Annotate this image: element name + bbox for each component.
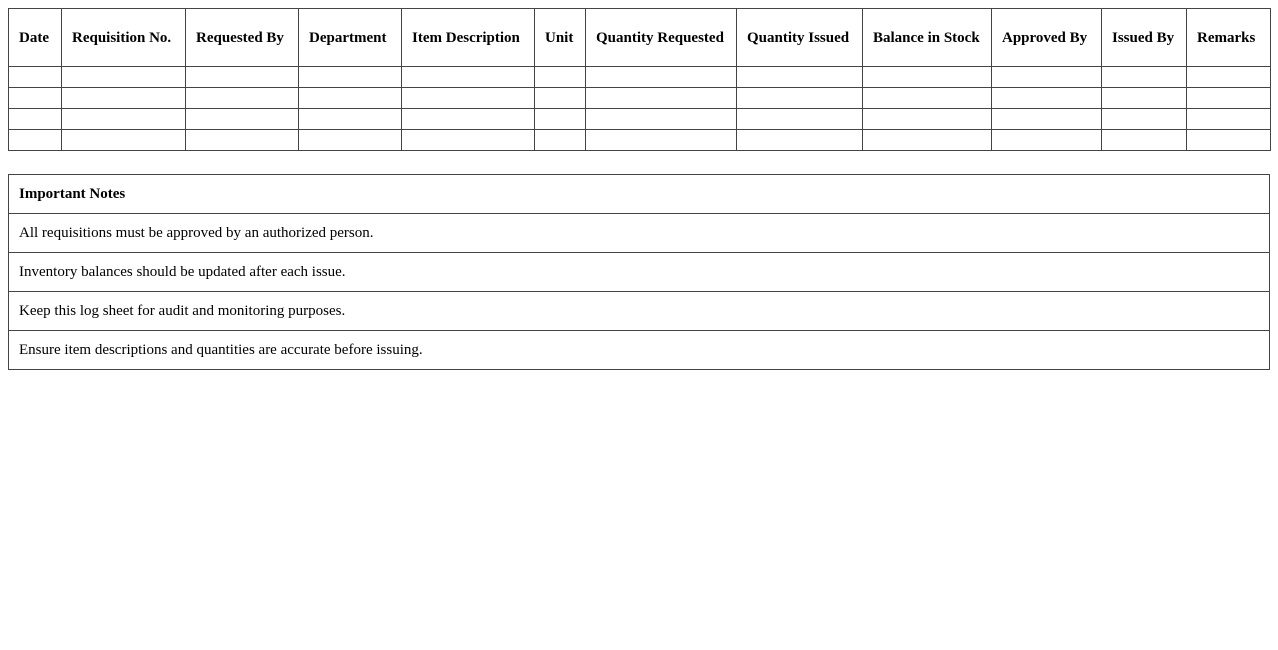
header-row: [9, 9, 1271, 67]
table-cell[interactable]: [402, 67, 535, 88]
header-quantity-issued: Quantity Issued: [737, 9, 863, 67]
table-cell[interactable]: [9, 67, 62, 88]
note-row: [9, 214, 1270, 253]
table-row: [9, 67, 1271, 88]
table-cell[interactable]: [535, 109, 586, 130]
table-cell[interactable]: [737, 130, 863, 151]
notes-heading: Important Notes: [9, 175, 1270, 214]
header-quantity-requested: Quantity Requested: [586, 9, 737, 67]
table-cell[interactable]: [535, 88, 586, 109]
table-cell[interactable]: [1187, 67, 1271, 88]
notes-body: [9, 175, 1270, 370]
table-cell[interactable]: [299, 67, 402, 88]
table-cell[interactable]: [586, 109, 737, 130]
table-cell[interactable]: [586, 88, 737, 109]
header-issued-by: Issued By: [1102, 9, 1187, 67]
note-row: [9, 292, 1270, 331]
table-cell[interactable]: [535, 130, 586, 151]
table-cell[interactable]: [186, 88, 299, 109]
table-cell[interactable]: [299, 88, 402, 109]
note-row: [9, 253, 1270, 292]
table-cell[interactable]: [9, 130, 62, 151]
table-cell[interactable]: [992, 88, 1102, 109]
header-department: Department: [299, 9, 402, 67]
table-cell[interactable]: [62, 88, 186, 109]
table-cell[interactable]: [9, 109, 62, 130]
note-item: Inventory balances should be updated after each issue.: [9, 253, 1270, 292]
table-cell[interactable]: [1102, 130, 1187, 151]
note-row: [9, 331, 1270, 370]
table-cell[interactable]: [402, 109, 535, 130]
table-row: [9, 109, 1271, 130]
table-cell[interactable]: [62, 67, 186, 88]
table-cell[interactable]: [402, 88, 535, 109]
table-cell[interactable]: [402, 130, 535, 151]
table-cell[interactable]: [186, 67, 299, 88]
header-unit: Unit: [535, 9, 586, 67]
important-notes-table: [8, 174, 1270, 370]
table-cell[interactable]: [992, 109, 1102, 130]
header-date: Date: [9, 9, 62, 67]
table-cell[interactable]: [62, 109, 186, 130]
table-header: [9, 9, 1271, 67]
table-cell[interactable]: [299, 130, 402, 151]
header-remarks: Remarks: [1187, 9, 1271, 67]
header-approved-by: Approved By: [992, 9, 1102, 67]
note-item: All requisitions must be approved by an authorized person.: [9, 214, 1270, 253]
table-cell[interactable]: [586, 130, 737, 151]
table-cell[interactable]: [299, 109, 402, 130]
table-cell[interactable]: [1102, 67, 1187, 88]
table-cell[interactable]: [1187, 88, 1271, 109]
table-cell[interactable]: [863, 88, 992, 109]
note-item: Keep this log sheet for audit and monitoring purposes.: [9, 292, 1270, 331]
table-cell[interactable]: [863, 109, 992, 130]
notes-heading-row: [9, 175, 1270, 214]
table-row: [9, 130, 1271, 151]
table-cell[interactable]: [737, 67, 863, 88]
table-cell[interactable]: [535, 67, 586, 88]
requisition-log-table: [8, 8, 1271, 151]
table-cell[interactable]: [1187, 130, 1271, 151]
table-cell[interactable]: [863, 67, 992, 88]
table-cell[interactable]: [1102, 88, 1187, 109]
table-cell[interactable]: [186, 109, 299, 130]
table-cell[interactable]: [863, 130, 992, 151]
table-cell[interactable]: [1102, 109, 1187, 130]
table-cell[interactable]: [9, 88, 62, 109]
header-balance-in-stock: Balance in Stock: [863, 9, 992, 67]
header-requested-by: Requested By: [186, 9, 299, 67]
note-item: Ensure item descriptions and quantities are accurate before issuing.: [9, 331, 1270, 370]
table-cell[interactable]: [1187, 109, 1271, 130]
table-cell[interactable]: [586, 67, 737, 88]
table-cell[interactable]: [992, 130, 1102, 151]
table-cell[interactable]: [62, 130, 186, 151]
table-body: [9, 67, 1271, 151]
table-cell[interactable]: [737, 88, 863, 109]
table-cell[interactable]: [737, 109, 863, 130]
header-item-description: Item Description: [402, 9, 535, 67]
table-cell[interactable]: [186, 130, 299, 151]
table-cell[interactable]: [992, 67, 1102, 88]
table-row: [9, 88, 1271, 109]
header-requisition-no: Requisition No.: [62, 9, 186, 67]
